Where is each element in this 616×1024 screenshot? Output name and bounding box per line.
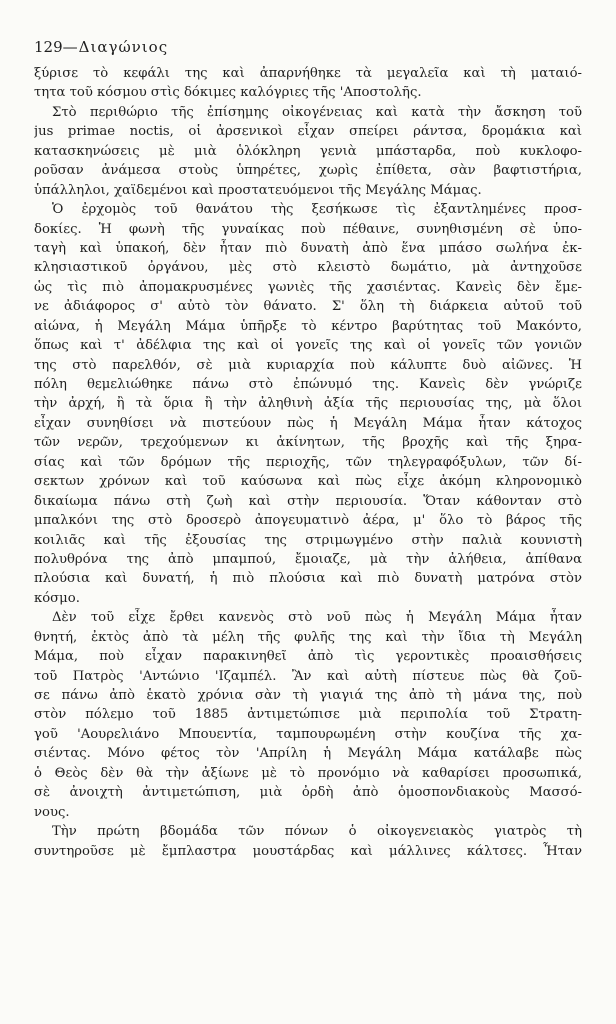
text-line: ξύρισε τὸ κεφάλι της καὶ ἀπαρνήθηκε τὰ μεγαλεῖα καὶ τὴ ματαιό- (34, 66, 582, 81)
text-line: εἶχαν συνηθίσει νὰ πιστεύουν πὼς ἡ Μεγάλη Μάμα ἦταν κάτοχος (34, 415, 582, 431)
text-line: ὅπως καὶ τ' ἀδέλφια της καὶ οἱ γονεῖς της καὶ οἱ γονεῖς τῶν γονιῶν (34, 338, 582, 354)
running-title: Διαγώνιος (78, 38, 169, 56)
text-line: κοιλιᾶς καὶ τῆς ἐξουσίας της στριμωγμένο στὴν παλιὰ κουνιστὴ (34, 532, 582, 548)
text-line: στὸν πόλεμο τοῦ 1885 ἀντιμετώπισε μιὰ περιπολία τοῦ Στρατη- (34, 707, 582, 723)
text-line: δοκίες. Ἡ φωνὴ τῆς γυναίκας ποὺ πέθαινε, συνηθισμένη σὲ ὑπο- (34, 221, 582, 237)
page-number: 129 (34, 38, 63, 56)
text-line: Στὸ περιθώριο τῆς ἐπίσημης οἰκογένειας καὶ κατὰ τὴν ἄσκηση τοῦ (52, 104, 582, 120)
text-line: σε πάνω ἀπὸ ἑκατὸ χρόνια σὰν τὴ γιαγιά της ἀπὸ τὴ μάνα της, ποὺ (34, 688, 582, 703)
text-line: ὑπάλληλοι, χαϊδεμένοι καὶ προστατευόμενοι τῆς Μεγάλης Μάμας. (34, 182, 482, 198)
text-line: ταγὴ καὶ ὑπακοή, δὲν ἦταν πιὸ δυνατὴ ἀπὸ ἕνα μπάσο σωλήνα ἐκ- (34, 240, 582, 256)
text-line: Δὲν τοῦ εἶχε ἔρθει κανενὸς στὸ νοῦ πὼς ἡ Μεγάλη Μάμα ἦταν (52, 610, 582, 626)
text-line: θνητή, ἐκτὸς ἀπὸ τὰ μέλη τῆς φυλῆς της καὶ τὴν ἴδια τὴ Μεγάλη (34, 629, 582, 645)
text-line: πόλη θεμελιώθηκε πάνω στὸ ἐπώνυμό της. Κανεὶς δὲν γνώριζε (34, 377, 582, 392)
text-line: ὡς τὶς πιὸ ἀπομακρυσμένες γωνιὲς τῆς χασιέντας. Κανεὶς δὲν ἔμε- (34, 279, 582, 295)
text-line: γοῦ 'Αουρελιάνο Μπουεντία, ταμπουρωμένη στὴν κουζίνα τῆς χα- (34, 726, 582, 742)
text-line: δικαίωμα πάνω στὴ ζωὴ καὶ στὴν περιουσία. Ὅταν κάθονταν στὸ (34, 493, 582, 509)
text-line: σίας καὶ τῶν δρόμων τῆς περιοχῆς, τῶν τηλεγραφόξυλων, τῶν δί- (34, 454, 582, 470)
text-line: τοῦ Πατρὸς 'Αντώνιο 'Ιζαμπέλ. Ἂν καὶ αὐτὴ πίστευε πὼς θὰ ζοῦ- (34, 668, 582, 684)
text-line: συντηροῦσε μὲ ἔμπλαστρα μουστάρδας καὶ μάλλινες κάλτσες. Ἦταν (34, 843, 582, 859)
text-line: σὲ ἀνοιχτὴ ἀντιμετώπιση, μιὰ ὀρδὴ ἀπὸ ὁμοσπονδιακοὺς Μασσό- (34, 785, 582, 801)
text-line: τητα τοῦ κόσμου στὶς δόκιμες καλόγριες τῆς 'Αποστολῆς. (34, 85, 422, 101)
text-line: κλησιαστικοῦ ὀργάνου, μὲς στὸ κλειστὸ δωμάτιο, μὰ ἀντηχοῦσε (34, 260, 582, 276)
text-line: σιέντας. Μόνο φέτος τὸν 'Απρίλη ἡ Μεγάλη Μάμα κατάλαβε πὼς (34, 746, 582, 762)
text-line: της στὸ παρελθόν, σὲ μιὰ κυριαρχία ποὺ κάλυπτε δυὸ αἰῶνες. Ἡ (34, 357, 582, 373)
text-line: ὁ Θεὸς δὲν θὰ τὴν ἀξίωνε μὲ τὸ προνόμιο νὰ καθαρίσει προσωπικά, (34, 765, 582, 781)
text-line: κατασκηνώσεις μὲ μιὰ ὁλόκληρη γενιὰ μπάσταρδα, ποὺ κυκλοφο- (34, 143, 582, 159)
text-line: μπαλκόνι της στὸ δροσερὸ ἀπογευματινὸ ἀέρα, μ' ὅλο τὸ βάρος τῆς (34, 513, 582, 529)
text-line: τῶν νερῶν, τρεχούμενων κι ἀκίνητων, τῆς βροχῆς καὶ τῆς ξηρα- (34, 435, 582, 451)
text-line: νους. (34, 804, 70, 820)
text-line: ροῦσαν ἀνάμεσα στοὺς ὑπηρέτες, χωρὶς ἐπίθετα, σὰν βαφτιστήρια, (34, 163, 582, 179)
body-text (34, 64, 582, 861)
text-line: αἰώνα, ἡ Μεγάλη Μάμα ὑπῆρξε τὸ κέντρο βαρύτητας τοῦ Μακόντο, (34, 318, 582, 334)
text-line: jus primae noctis, οἱ ἀρσενικοὶ εἶχαν σπείρει ράντσα, δρομάκια καὶ (34, 124, 582, 140)
text-line: Τὴν πρώτη βδομάδα τῶν πόνων ὁ οἰκογενειακὸς γιατρὸς τὴ (52, 824, 582, 840)
text-line: νε ἀδιάφορος σ' αὐτὸ τὸν θάνατο. Σ' ὅλη τὴ διάρκεια αὐτοῦ τοῦ (34, 299, 582, 315)
text-line: Μάμα, ποὺ εἶχαν παρακινηθεῖ ἀπὸ τὶς γεροντικὲς προαισθήσεις (34, 649, 582, 665)
text-line: πολυθρόνα της ἀπὸ μπαμπού, ἔμοιαζε, μὰ τὴν ἀλήθεια, ἀπίθανα (34, 551, 582, 567)
text-line: Ὁ ἐρχομὸς τοῦ θανάτου τὴς ξεσήκωσε τὶς ἐξαντλημένες προσ- (52, 202, 582, 218)
text-line: πλούσια καὶ δυνατή, ἡ πιὸ πλούσια καὶ πιὸ δυνατὴ ματρόνα στὸν (34, 571, 582, 587)
running-header (34, 38, 168, 56)
text-line: σεκτων χρόνων καὶ τοῦ καύσωνα καὶ πὼς εἶχε ἀκόμη κληρονομικὸ (34, 474, 582, 490)
text-line: κόσμο. (34, 590, 80, 606)
text-line: τὴν ἀρχή, ἢ τὰ ὅρια ἢ τὴν ἀληθινὴ ἀξία τῆς περιουσίας της, μὰ ὅλοι (34, 396, 582, 412)
header-separator: — (62, 38, 79, 56)
